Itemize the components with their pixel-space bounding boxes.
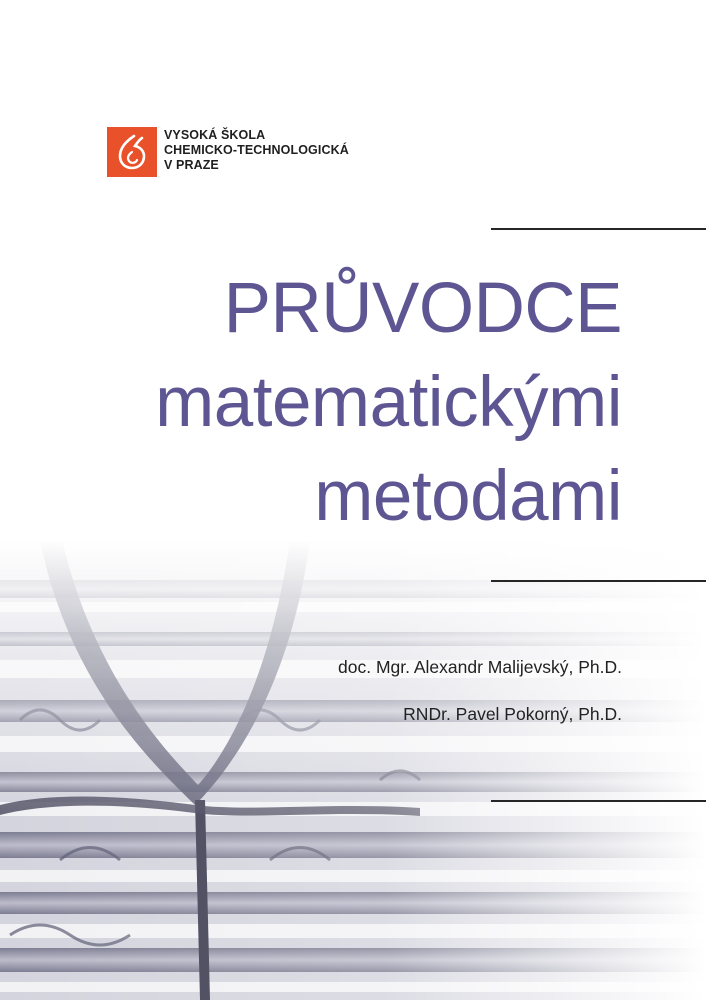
- title-line-3: metodami: [314, 457, 622, 536]
- author-2: RNDr. Pavel Pokorný, Ph.D.: [403, 704, 622, 724]
- fractal-background-image: [0, 540, 706, 1000]
- logo-line-3: V PRAZE: [164, 158, 219, 172]
- logo-line-2: CHEMICKO-TECHNOLOGICKÁ: [164, 143, 349, 157]
- author-1: doc. Mgr. Alexandr Malijevský, Ph.D.: [338, 657, 622, 677]
- vscht-flame-drop-icon: [107, 127, 157, 177]
- title-line-2: matematickými: [155, 363, 622, 442]
- logo-line-1: VYSOKÁ ŠKOLA: [164, 128, 266, 142]
- title-line-1: PRŮVODCE: [223, 269, 622, 348]
- logo-wordmark: [164, 128, 349, 173]
- divider-bottom: [491, 800, 706, 802]
- authors: [338, 655, 622, 726]
- divider-middle: [491, 580, 706, 582]
- book-title: [155, 262, 622, 544]
- university-logo: [107, 127, 349, 177]
- divider-top: [491, 228, 706, 230]
